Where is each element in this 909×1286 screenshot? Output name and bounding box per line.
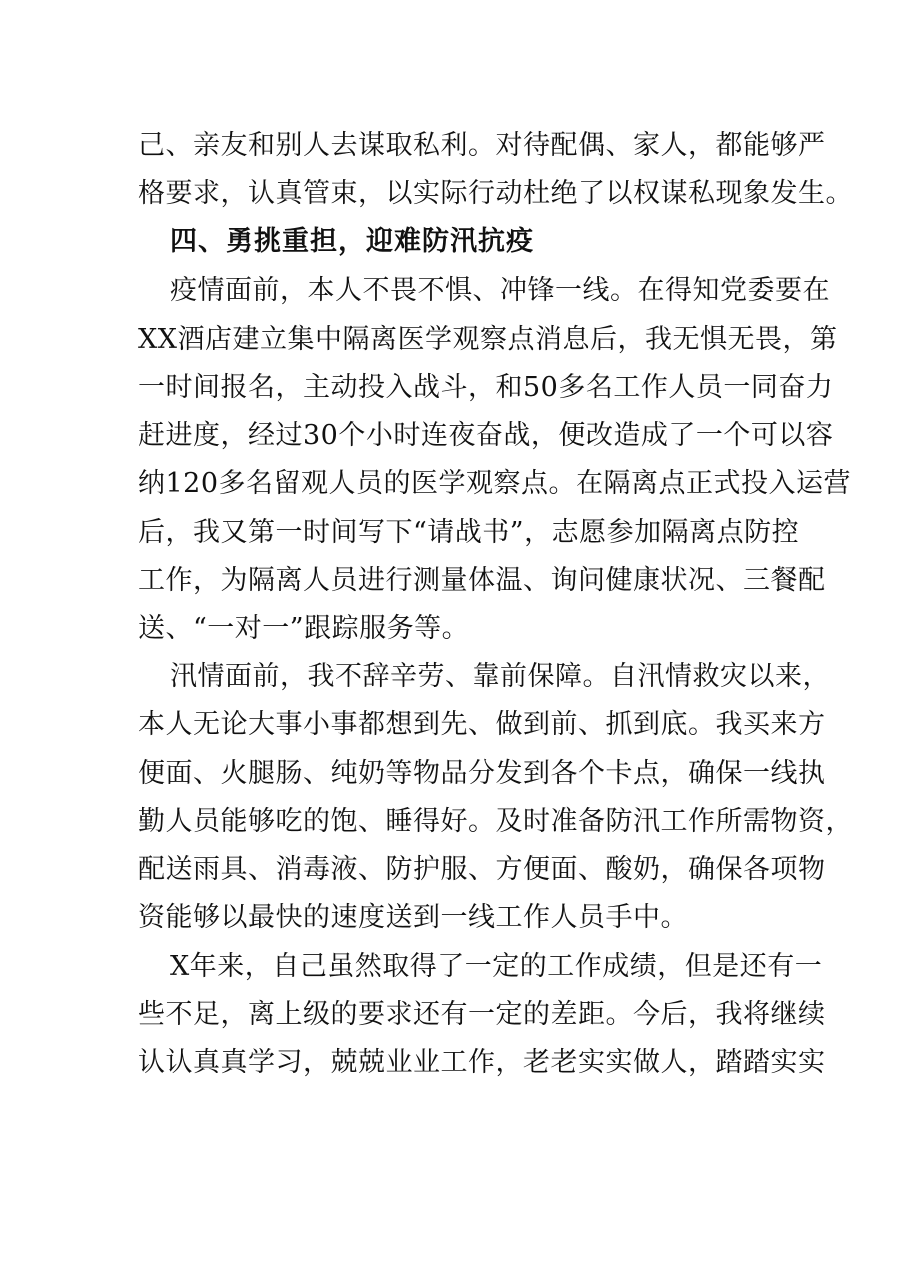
text-line: 一时间报名，主动投入战斗，和50多名工作人员一同奋力 — [138, 372, 834, 403]
text-line: 工作，为隔离人员进行测量体温、询问健康状况、三餐配 — [138, 565, 826, 596]
text-line: 后，我又第一时间写下“请战书”，志愿参加隔离点防控 — [138, 517, 800, 548]
text-line: 赶进度，经过30个小时连夜奋战，便改造成了一个可以容 — [138, 420, 834, 451]
section-heading: 四、勇挑重担，迎难防汛抗疫 — [170, 226, 534, 257]
text-line: 些不足，离上级的要求还有一定的差距。今后，我将继续 — [138, 999, 826, 1030]
text-line: 资能够以最快的速度送到一线工作人员手中。 — [138, 902, 688, 933]
text-line: 便面、火腿肠、纯奶等物品分发到各个卡点，确保一线执 — [138, 758, 826, 789]
paragraph-start-line: X年来，自己虽然取得了一定的工作成绩，但是还有一 — [170, 951, 823, 982]
text-line: 配送雨具、消毒液、防护服、方便面、酸奶，确保各项物 — [138, 854, 826, 885]
text-line: 认认真真学习，兢兢业业工作，老老实实做人，踏踏实实 — [138, 1047, 826, 1078]
text-line: 送、“一对一”跟踪服务等。 — [138, 613, 470, 644]
paragraph-start-line: 汛情面前，我不辞辛劳、靠前保障。自汛情救灾以来， — [170, 661, 830, 692]
text-line: 勤人员能够吃的饱、睡得好。及时准备防汛工作所需物资， — [138, 806, 853, 837]
paragraph-start-line: 疫情面前，本人不畏不惧、冲锋一线。在得知党委要在 — [170, 275, 830, 306]
text-line: 格要求，认真管束，以实际行动杜绝了以权谋私现象发生。 — [138, 178, 853, 209]
text-line: 己、亲友和别人去谋取私利。对待配偶、家人，都能够严 — [138, 130, 826, 161]
text-line: 本人无论大事小事都想到先、做到前、抓到底。我买来方 — [138, 709, 826, 740]
text-line: 纳120多名留观人员的医学观察点。在隔离点正式投入运营 — [138, 468, 852, 499]
text-line: XX酒店建立集中隔离医学观察点消息后，我无惧无畏，第 — [138, 324, 838, 355]
